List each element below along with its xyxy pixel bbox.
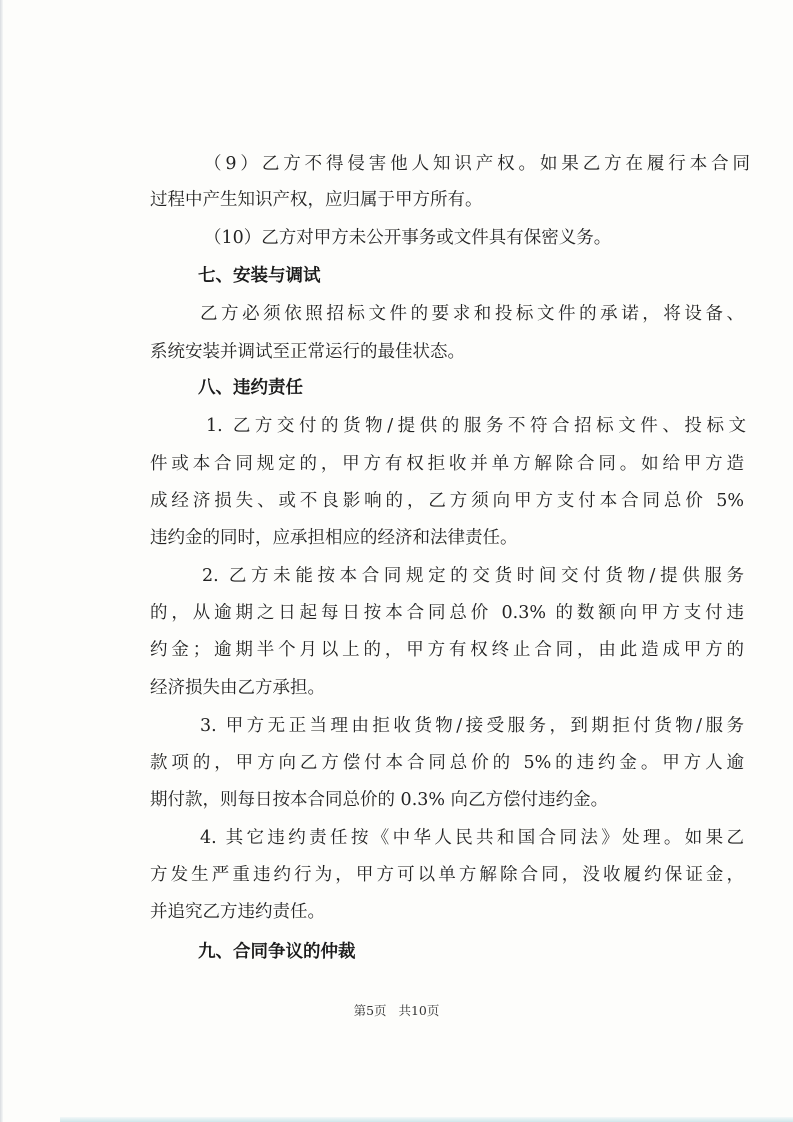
clause-10-line-1: （10）乙方对甲方未公开事务或文件具有保密义务。 bbox=[204, 228, 612, 248]
section-8-heading: 八、违约责任 bbox=[198, 378, 303, 398]
section-8-2-line-1: 2. 乙方未能按本合同规定的交货时间交付货物/提供服务 bbox=[202, 566, 744, 586]
section-8-3-line-2: 款项的，甲方向乙方偿付本合同总价的 5%的违约金。甲方人逾 bbox=[150, 753, 744, 773]
section-8-4-line-2: 方发生严重违约行为，甲方可以单方解除合同，没收履约保证金， bbox=[150, 865, 744, 885]
clause-9-line-2: 过程中产生知识产权，应归属于甲方所有。 bbox=[150, 190, 483, 210]
section-8-3-line-3: 期付款，则每日按本合同总价的 0.3% 向乙方偿付违约金。 bbox=[150, 790, 609, 810]
clause-9-line-1: （9）乙方不得侵害他人知识产权。如果乙方在履行本合同 bbox=[204, 154, 750, 174]
page-number-label: 第5页 bbox=[353, 1003, 387, 1018]
section-8-2-line-2: 的，从逾期之日起每日按本合同总价 0.3% 的数额向甲方支付违 bbox=[150, 603, 744, 623]
section-8-3-line-1: 3. 甲方无正当理由拒收货物/接受服务，到期拒付货物/服务 bbox=[200, 716, 744, 736]
section-8-4-line-3: 并追究乙方违约责任。 bbox=[150, 902, 325, 922]
section-8-1-line-4: 违约金的同时，应承担相应的经济和法律责任。 bbox=[150, 528, 518, 548]
page-total-label: 共10页 bbox=[398, 1003, 440, 1018]
section-8-2-line-4: 经济损失由乙方承担。 bbox=[150, 678, 325, 698]
scan-edge-left bbox=[0, 0, 3, 1122]
section-9-heading: 九、合同争议的仲裁 bbox=[198, 942, 356, 962]
section-8-4-line-1: 4. 其它违约责任按《中华人民共和国合同法》处理。如果乙 bbox=[200, 828, 744, 848]
section-7-heading: 七、安装与调试 bbox=[198, 266, 321, 286]
section-7-line-1: 乙方必须依照招标文件的要求和投标文件的承诺，将设备、 bbox=[200, 304, 744, 324]
section-8-2-line-3: 约金；逾期半个月以上的，甲方有权终止合同，由此造成甲方的 bbox=[150, 640, 744, 660]
scan-edge-bottom bbox=[60, 1117, 793, 1122]
section-8-1-line-1: 1. 乙方交付的货物/提供的服务不符合招标文件、投标文 bbox=[206, 416, 746, 436]
section-8-1-line-3: 成经济损失、或不良影响的，乙方须向甲方支付本合同总价 5% bbox=[150, 491, 744, 511]
page-footer bbox=[0, 1002, 793, 1020]
section-7-line-2: 系统安装并调试至正常运行的最佳状态。 bbox=[150, 342, 465, 362]
section-8-1-line-2: 件或本合同规定的，甲方有权拒收并单方解除合同。如给甲方造 bbox=[150, 454, 744, 474]
